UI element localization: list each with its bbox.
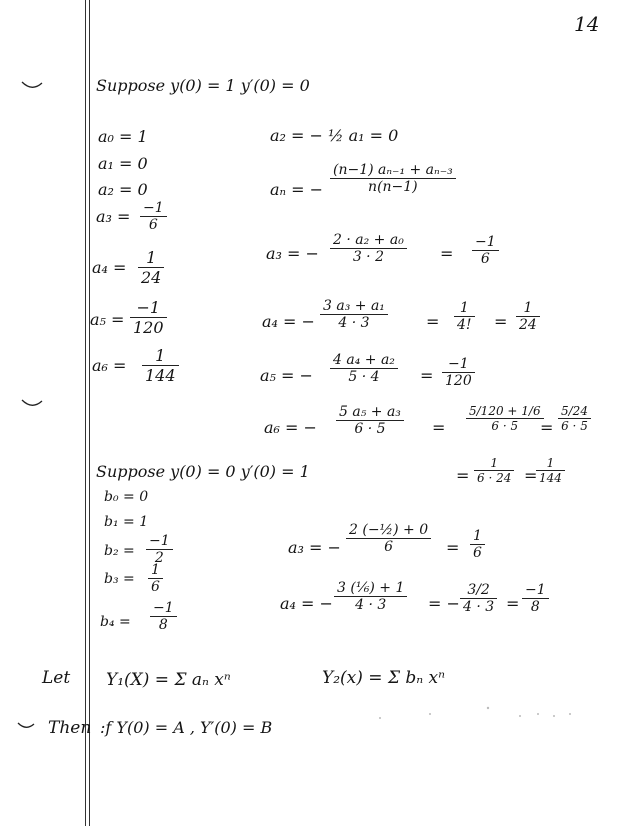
case2-coef-b2: b₂ =	[104, 543, 135, 559]
case1-a6-lhs: a₆ = −	[264, 418, 317, 437]
case1-coef-a5-frac: $\frac{-1}{120}$	[130, 298, 167, 337]
margin-tick-mark	[20, 396, 44, 410]
case1-a3-frac: $\frac{\text{2 · a₂ + a₀}}{3 \cdot 2}$	[330, 232, 407, 265]
case1-a5-equals: =	[420, 366, 434, 385]
case1-a6-equals-1: =	[432, 418, 446, 437]
margin-tick-mark	[16, 720, 36, 732]
page-number: 14	[574, 12, 600, 36]
case1-a5-lhs: a₅ = −	[260, 366, 313, 385]
case1-a6-equals-3: =	[456, 466, 470, 485]
case1-a6-result-2: $\frac{5/24}{6 \cdot 5}$	[558, 404, 591, 433]
case2-a4-result-1: $\frac{3/2}{4 \cdot 3}$	[460, 582, 497, 615]
case2-coef-b4: b₄ =	[100, 614, 131, 630]
case1-coef-a1: a₁ = 0	[98, 154, 148, 173]
case2-coef-b4-frac: $\frac{-1}{8}$	[150, 600, 177, 633]
case2-a4-equals-1: = −	[428, 594, 460, 613]
case1-a6-equals-2: =	[540, 418, 554, 437]
case1-coef-a3-frac: $\frac{-1}{6}$	[140, 200, 167, 233]
case1-a6-frac: $\frac{\text{5 a₅ + a₃}}{6 \cdot 5}$	[336, 404, 404, 437]
case2-a3-frac: $\frac{\text{2 (−½) + 0}}{6}$	[346, 522, 431, 555]
let-y1-series: Y₁(X) = Σ aₙ xⁿ	[106, 670, 231, 690]
case1-recurrence-frac: $\frac{\text{(n−1) aₙ₋₁ + aₙ₋₃}}{n(n-1)}$	[330, 162, 456, 195]
margin-tick-mark	[20, 78, 44, 92]
case1-a5-frac: $\frac{\text{4 a₄ + a₂}}{5 \cdot 4}$	[330, 352, 398, 385]
case2-a4-frac: $\frac{\text{3 (⅙) + 1}}{4 \cdot 3}$	[334, 580, 407, 613]
case1-a6-result-1: $\frac{5/120 + 1/6}{6 \cdot 5}$	[466, 404, 544, 433]
margin-line-left	[85, 0, 86, 826]
margin-line-right	[89, 0, 90, 826]
case1-title: Suppose y(0) = 1 y′(0) = 0	[96, 76, 310, 95]
case2-coef-b1: b₁ = 1	[104, 514, 149, 530]
margin-note-let: Let	[42, 668, 71, 688]
case1-coef-a5: a₅ =	[90, 310, 125, 329]
case1-a2-rule: a₂ = − ½ a₁ = 0	[270, 126, 399, 145]
case2-a3-result: $\frac{1}{6}$	[470, 528, 485, 561]
case1-a6-result-3: $\frac{1}{6 \cdot 24}$	[474, 456, 514, 485]
case2-a4-result-2: $\frac{-1}{8}$	[522, 582, 549, 615]
case1-recurrence-lhs: aₙ = −	[270, 180, 324, 199]
let-y2-series: Y₂(x) = Σ bₙ xⁿ	[322, 668, 446, 688]
case1-a4-equals-1: =	[426, 312, 440, 331]
case1-a3-result: $\frac{-1}{6}$	[472, 234, 499, 267]
case1-a3-lhs: a₃ = −	[266, 244, 319, 263]
case1-coef-a6: a₆ =	[92, 356, 127, 375]
case2-coef-b2-frac: $\frac{-1}{2}$	[146, 533, 173, 566]
case2-a4-lhs: a₄ = −	[280, 594, 333, 613]
case1-coef-a3: a₃ =	[96, 207, 131, 226]
scan-specks	[370, 700, 590, 730]
case2-coef-b3-frac: $\frac{1}{6}$	[148, 562, 163, 595]
case1-a4-result-2: $\frac{1}{24}$	[516, 300, 540, 333]
case1-a5-result: $\frac{-1}{120}$	[442, 356, 475, 389]
case1-a4-lhs: a₄ = −	[262, 312, 315, 331]
case2-a3-equals: =	[446, 538, 460, 557]
case1-a3-equals: =	[440, 244, 454, 263]
case1-coef-a0: a₀ = 1	[98, 127, 148, 146]
case1-coef-a4-frac: $\frac{1}{24}$	[138, 248, 164, 287]
case1-a6-result-4: $\frac{1}{144}$	[536, 456, 565, 485]
case2-title: Suppose y(0) = 0 y′(0) = 1	[96, 462, 310, 481]
margin-note-then: Then	[48, 718, 92, 738]
case2-coef-b3: b₃ =	[104, 571, 135, 587]
case1-a4-result-1: $\frac{1}{4!}$	[454, 300, 475, 333]
case1-coef-a4: a₄ =	[92, 258, 127, 277]
case1-a6-equals-4: =	[524, 466, 538, 485]
then-initial-conditions: :f Y(0) = A , Y′(0) = B	[100, 718, 273, 737]
case1-a4-equals-2: =	[494, 312, 508, 331]
case2-a4-equals-2: =	[506, 594, 520, 613]
case2-a3-lhs: a₃ = −	[288, 538, 341, 557]
case1-coef-a6-frac: $\frac{1}{144}$	[142, 346, 179, 385]
case1-coef-a2: a₂ = 0	[98, 180, 148, 199]
case1-a4-frac: $\frac{\text{3 a₃ + a₁}}{4 \cdot 3}$	[320, 298, 388, 331]
case2-coef-b0: b₀ = 0	[104, 489, 149, 505]
